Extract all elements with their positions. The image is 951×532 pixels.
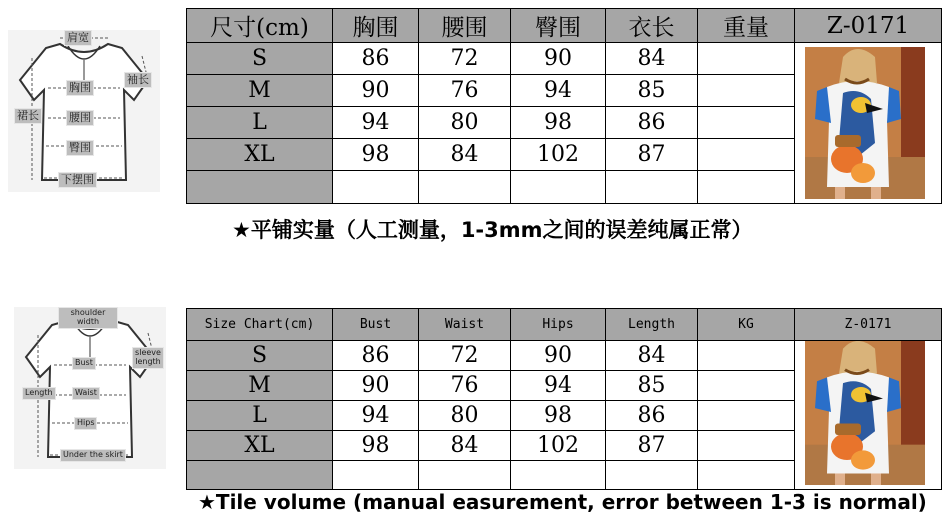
- weight-cell: [698, 107, 795, 139]
- empty-cell: [698, 171, 795, 204]
- empty-cell: [333, 461, 419, 490]
- empty-cell: [698, 461, 795, 490]
- bust-cell: 94: [333, 401, 419, 431]
- garment-diagram-en: [14, 307, 166, 469]
- diagram-label-length: Length: [22, 387, 56, 400]
- header-bust: Bust: [333, 309, 419, 341]
- hips-cell: 90: [511, 341, 606, 371]
- length-cell: 85: [606, 75, 698, 107]
- size-cell: L: [187, 107, 333, 139]
- header-size: 尺寸(cm): [187, 9, 333, 43]
- weight-cell: [698, 401, 795, 431]
- waist-cell: 84: [419, 139, 511, 171]
- header-waist: 腰围: [419, 9, 511, 43]
- header-bust: 胸围: [333, 9, 419, 43]
- size-table-cn: [186, 8, 942, 204]
- weight-cell: [698, 431, 795, 461]
- diagram-label-waist: Waist: [72, 387, 100, 400]
- hips-cell: 98: [511, 401, 606, 431]
- product-photo: [805, 341, 925, 486]
- diagram-label-bust: 胸围: [66, 80, 94, 96]
- size-cell-empty: [187, 461, 333, 490]
- hips-cell: 94: [511, 371, 606, 401]
- bust-cell: 94: [333, 107, 419, 139]
- bust-cell: 90: [333, 75, 419, 107]
- hips-cell: 90: [511, 43, 606, 75]
- measurement-note-cn: ★平铺实量（人工测量，1-3mm之间的误差纯属正常）: [232, 218, 753, 242]
- header-length: Length: [606, 309, 698, 341]
- bust-cell: 90: [333, 371, 419, 401]
- empty-cell: [511, 461, 606, 490]
- diagram-label-sleeve: sleeve length: [132, 347, 164, 369]
- header-size: Size Chart(cm): [187, 309, 333, 341]
- diagram-label-hem: Under the skirt: [60, 449, 126, 462]
- measurement-note-en: ★Tile volume (manual easurement, error between 1-3 is normal): [198, 490, 927, 514]
- length-cell: 86: [606, 107, 698, 139]
- empty-cell: [419, 171, 511, 204]
- weight-cell: [698, 75, 795, 107]
- size-cell: S: [187, 43, 333, 75]
- hips-cell: 102: [511, 431, 606, 461]
- header-weight: KG: [698, 309, 795, 341]
- length-cell: 87: [606, 431, 698, 461]
- empty-cell: [511, 171, 606, 204]
- size-cell: M: [187, 371, 333, 401]
- length-cell: 84: [606, 43, 698, 75]
- diagram-label-shoulder: 肩宽: [64, 30, 92, 46]
- table-header-row: [187, 309, 942, 341]
- waist-cell: 72: [419, 43, 511, 75]
- waist-cell: 80: [419, 401, 511, 431]
- header-waist: Waist: [419, 309, 511, 341]
- length-cell: 87: [606, 139, 698, 171]
- size-cell: XL: [187, 139, 333, 171]
- weight-cell: [698, 341, 795, 371]
- hips-cell: 98: [511, 107, 606, 139]
- size-cell: M: [187, 75, 333, 107]
- header-weight: 重量: [698, 9, 795, 43]
- header-hips: 臀围: [511, 9, 606, 43]
- hips-cell: 102: [511, 139, 606, 171]
- diagram-label-hips: Hips: [74, 417, 97, 430]
- bust-cell: 98: [333, 139, 419, 171]
- diagram-label-shoulder: shoulder width: [58, 307, 118, 329]
- table-header-row: [187, 9, 942, 43]
- bust-cell: 98: [333, 431, 419, 461]
- diagram-label-waist: 腰围: [66, 110, 94, 126]
- diagram-label-hem: 下摆围: [58, 172, 97, 188]
- product-photo: [805, 47, 925, 199]
- size-cell: L: [187, 401, 333, 431]
- bust-cell: 86: [333, 341, 419, 371]
- bust-cell: 86: [333, 43, 419, 75]
- diagram-label-sleeve: 袖长: [124, 72, 152, 88]
- size-cell: S: [187, 341, 333, 371]
- empty-cell: [333, 171, 419, 204]
- length-cell: 86: [606, 401, 698, 431]
- waist-cell: 72: [419, 341, 511, 371]
- length-cell: 85: [606, 371, 698, 401]
- table-row: [187, 43, 942, 75]
- empty-cell: [606, 171, 698, 204]
- hips-cell: 94: [511, 75, 606, 107]
- size-cell: XL: [187, 431, 333, 461]
- waist-cell: 80: [419, 107, 511, 139]
- diagram-label-length: 裙长: [14, 108, 42, 124]
- length-cell: 84: [606, 341, 698, 371]
- size-cell-empty: [187, 171, 333, 204]
- weight-cell: [698, 43, 795, 75]
- header-hips: Hips: [511, 309, 606, 341]
- diagram-label-hips: 臀围: [66, 140, 94, 156]
- header-model: Z-0171: [795, 309, 942, 341]
- waist-cell: 76: [419, 75, 511, 107]
- garment-diagram-cn: [8, 30, 160, 192]
- header-model: Z-0171: [795, 9, 942, 43]
- size-table-en: [186, 308, 942, 490]
- waist-cell: 76: [419, 371, 511, 401]
- empty-cell: [419, 461, 511, 490]
- table-row: [187, 341, 942, 371]
- product-photo-cell: [795, 341, 942, 490]
- diagram-label-bust: Bust: [72, 357, 96, 370]
- empty-cell: [606, 461, 698, 490]
- waist-cell: 84: [419, 431, 511, 461]
- header-length: 衣长: [606, 9, 698, 43]
- weight-cell: [698, 371, 795, 401]
- weight-cell: [698, 139, 795, 171]
- product-photo-cell: [795, 43, 942, 204]
